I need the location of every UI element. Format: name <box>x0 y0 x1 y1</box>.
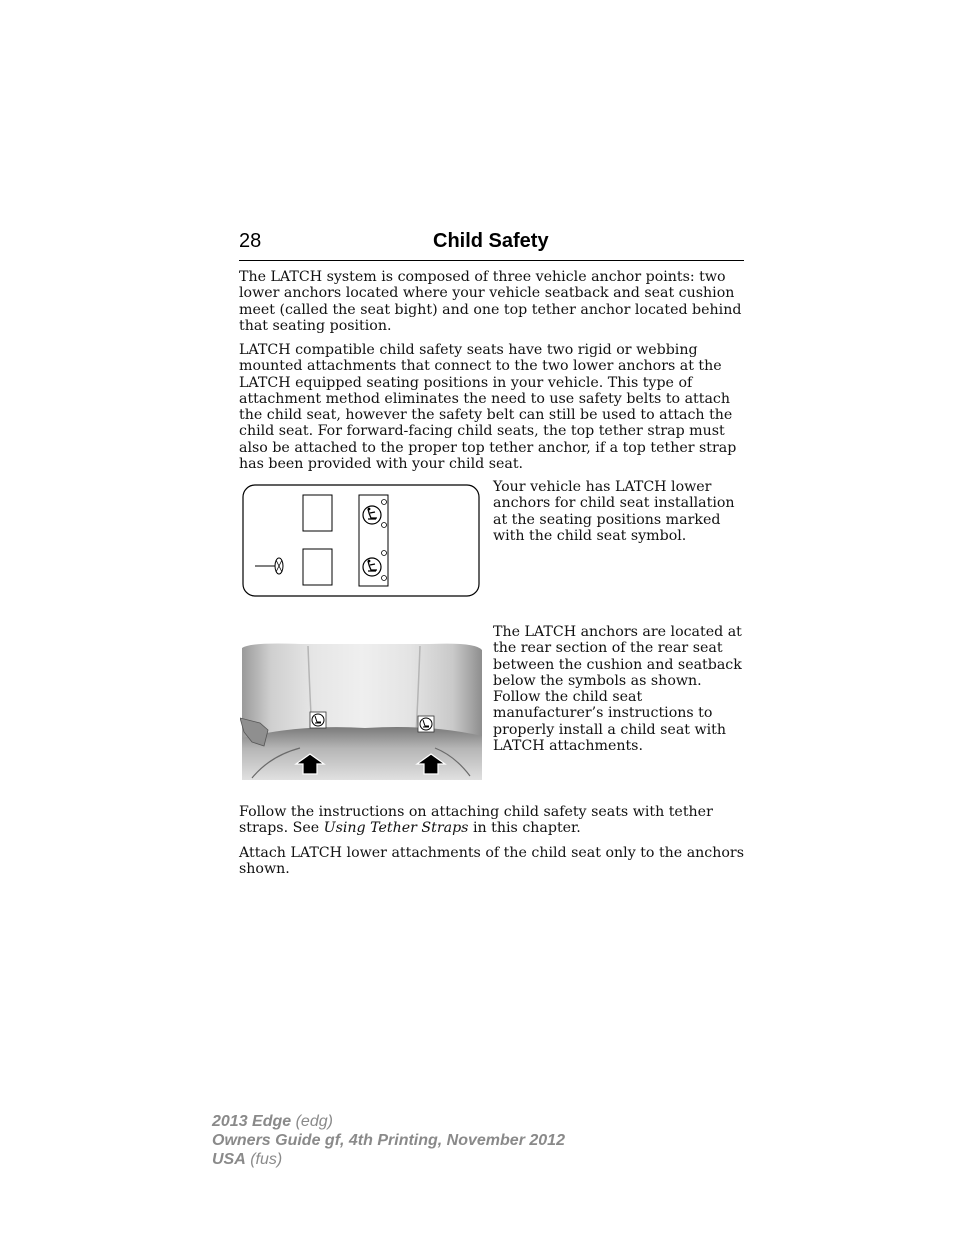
p5-text-before: Follow the instructions on attaching child safety seats with tether straps. See <box>239 804 713 837</box>
paragraph-anchor-location: The LATCH anchors are located at the rear section of the rear seat between the cushion and seatback below the symbols as shown. Follow the child seat manufacturer’s instructions to properly install a child seat with LATCH attachments. <box>493 624 742 755</box>
p5-text-after: in this chapter. <box>468 820 581 837</box>
rear-seat-anchor-illustration <box>240 638 482 780</box>
child-seat-symbol-icon <box>363 558 381 576</box>
page-number: 28 <box>239 230 262 252</box>
child-seat-symbol-icon <box>310 712 326 728</box>
footer-market-code: (fus) <box>245 1151 283 1168</box>
paragraph-latch-system: The LATCH system is composed of three vehicle anchor points: two lower anchors located where your vehicle seatback and seat cushion meet (called the seat bight) and one top tether anchor located behind that seating position. <box>239 269 742 334</box>
paragraph-latch-compatible: LATCH compatible child safety seats have two rigid or webbing mounted attachments that connect to the two lower anchors at the LATCH equipped seating positions in your vehicle. This type of attachment method eliminates the need to use safety belts to attach the child seat, however the safety belt can still be used to attach the child seat. For forward-facing child seats, the top tether strap must also be attached to the proper top tether anchor, if a top tether strap has been provided with your child seat. <box>239 342 737 473</box>
footer-printing: Owners Guide gf, 4th Printing, November 2012 <box>212 1132 565 1149</box>
page-header <box>239 228 744 261</box>
footer-market: USA <box>212 1151 246 1168</box>
paragraph-latch-lower-anchors: Your vehicle has LATCH lower anchors for child seat installation at the seating positions marked with the child seat symbol. <box>493 479 735 544</box>
chapter-title: Child Safety <box>433 230 549 252</box>
page-footer <box>212 1112 565 1169</box>
paragraph-tether-straps <box>239 804 744 837</box>
paragraph-attach-latch: Attach LATCH lower attachments of the child seat only to the anchors shown. <box>239 845 744 878</box>
link-using-tether-straps: Using Tether Straps <box>323 820 469 837</box>
footer-model: 2013 Edge <box>212 1113 292 1130</box>
child-seat-symbol-icon <box>363 506 381 524</box>
child-seat-symbol-icon <box>418 716 434 732</box>
footer-model-code: (edg) <box>291 1113 333 1130</box>
seating-position-diagram <box>242 484 480 597</box>
